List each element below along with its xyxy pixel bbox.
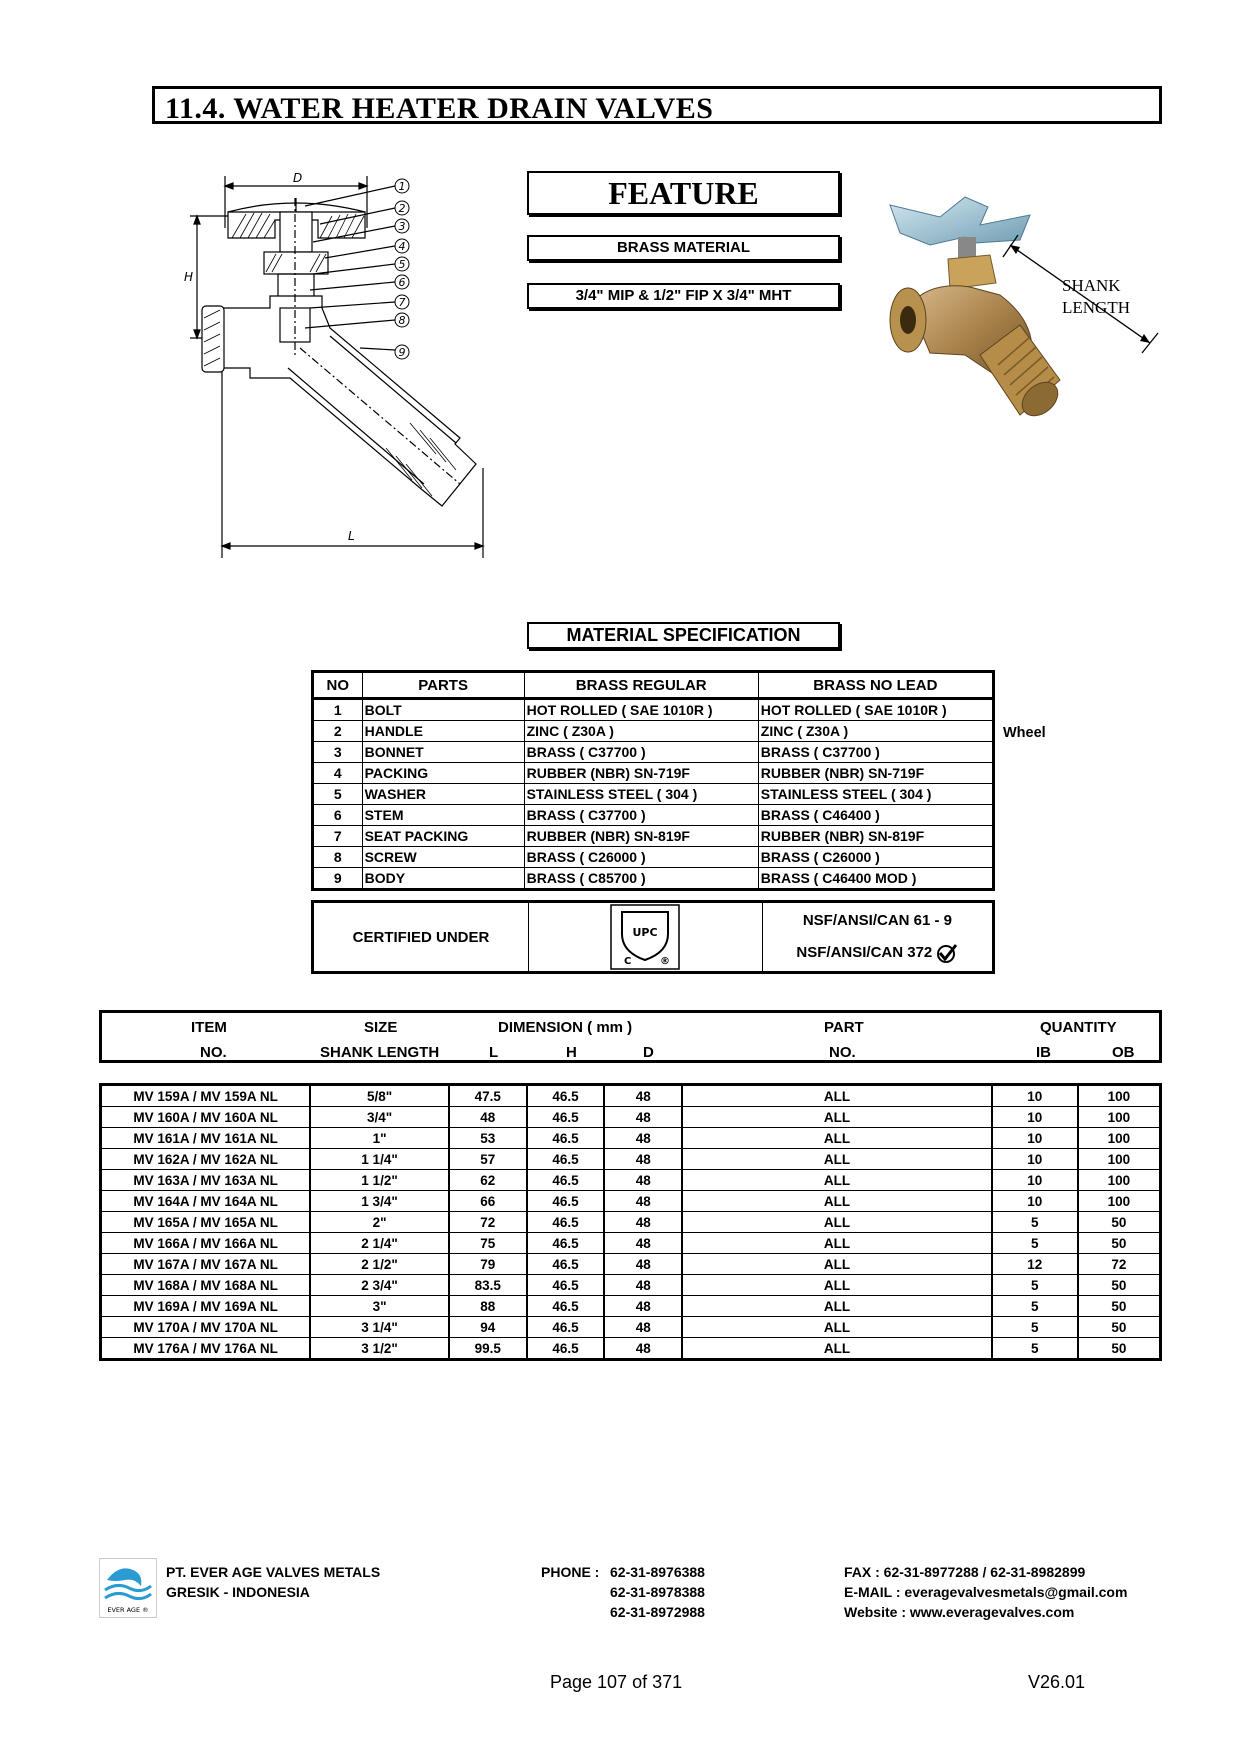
shank-length-cell: 1" — [310, 1128, 449, 1149]
dim-d-cell: 48 — [604, 1085, 682, 1107]
dim-l-cell: 47.5 — [449, 1085, 527, 1107]
material-side-note: Wheel — [1003, 725, 1046, 741]
material-spec-table — [311, 670, 995, 891]
hdr-item: ITEM — [191, 1019, 227, 1036]
brass-regular-cell: STAINLESS STEEL ( 304 ) — [524, 784, 758, 805]
qty-ib-cell: 5 — [992, 1317, 1078, 1338]
part-no-cell: ALL — [682, 1254, 992, 1275]
hdr-ib: IB — [1036, 1044, 1051, 1061]
dim-d-cell: 48 — [604, 1191, 682, 1212]
qty-ib-cell: 10 — [992, 1085, 1078, 1107]
dimension-table — [99, 1083, 1162, 1361]
shank-length-cell: 1 1/2" — [310, 1170, 449, 1191]
shank-length-cell: 3" — [310, 1296, 449, 1317]
brass-no-lead-cell: ZINC ( Z30A ) — [758, 721, 993, 742]
part-name-cell: WASHER — [362, 784, 524, 805]
drawing-callouts — [395, 179, 409, 359]
qty-ib-cell: 5 — [992, 1338, 1078, 1360]
hdr-size: SIZE — [364, 1019, 398, 1036]
shank-length-cell: 3 1/4" — [310, 1317, 449, 1338]
dim-d-cell: 48 — [604, 1212, 682, 1233]
dim-d-cell: 48 — [604, 1233, 682, 1254]
dimension-table-header — [99, 1010, 1162, 1063]
phone-2: 62-31-8978388 — [610, 1584, 705, 1600]
standard-nsf-61: NSF/ANSI/CAN 61 - 9 — [802, 912, 953, 929]
hdr-part-no: NO. — [829, 1044, 856, 1061]
qty-ob-cell: 50 — [1078, 1233, 1161, 1254]
part-no-cell: ALL — [682, 1296, 992, 1317]
website: Website : www.everagevalves.com — [844, 1604, 1075, 1620]
brass-regular-cell: HOT ROLLED ( SAE 1010R ) — [524, 699, 758, 721]
dim-h-cell: 46.5 — [527, 1191, 605, 1212]
logo-text: EVER AGE ® — [107, 1606, 149, 1614]
part-name-cell: STEM — [362, 805, 524, 826]
dim-h-cell: 46.5 — [527, 1254, 605, 1275]
callout-9: 9 — [398, 346, 406, 359]
part-no-cell: 7 — [313, 826, 363, 847]
qty-ob-cell: 100 — [1078, 1191, 1161, 1212]
dim-d-cell: 48 — [604, 1170, 682, 1191]
callout-7: 7 — [398, 296, 406, 309]
company-city: GRESIK - INDONESIA — [166, 1584, 310, 1600]
hdr-item-no: NO. — [200, 1044, 227, 1061]
qty-ib-cell: 10 — [992, 1128, 1078, 1149]
part-no-cell: ALL — [682, 1212, 992, 1233]
check-mark-icon — [936, 942, 958, 964]
brass-no-lead-cell: HOT ROLLED ( SAE 1010R ) — [758, 699, 993, 721]
part-name-cell: BOLT — [362, 699, 524, 721]
shank-label-line1: SHANK — [1062, 276, 1121, 295]
dim-label-h: H — [184, 270, 194, 284]
dim-d-cell: 48 — [604, 1296, 682, 1317]
upc-logo-cell — [529, 902, 763, 973]
item-no-cell: MV 160A / MV 160A NL — [101, 1107, 311, 1128]
part-no-cell: 5 — [313, 784, 363, 805]
certified-under-label: CERTIFIED UNDER — [313, 902, 529, 973]
part-name-cell: SEAT PACKING — [362, 826, 524, 847]
part-no-cell: 6 — [313, 805, 363, 826]
part-no-cell: ALL — [682, 1233, 992, 1254]
material-spec-row — [313, 699, 994, 721]
dim-h-cell: 46.5 — [527, 1107, 605, 1128]
qty-ib-cell: 10 — [992, 1107, 1078, 1128]
brass-no-lead-cell: BRASS ( C37700 ) — [758, 742, 993, 763]
part-no-cell: ALL — [682, 1085, 992, 1107]
standard-nsf-372: NSF/ANSI/CAN 372 — [796, 944, 933, 961]
valve-cross-section-drawing — [180, 168, 500, 560]
brass-regular-cell: BRASS ( C37700 ) — [524, 742, 758, 763]
shank-length-cell: 3 1/2" — [310, 1338, 449, 1360]
hdr-quantity: QUANTITY — [1040, 1019, 1117, 1036]
shank-length-cell: 2 1/2" — [310, 1254, 449, 1275]
feature-heading: FEATURE — [527, 171, 840, 215]
material-spec-heading: MATERIAL SPECIFICATION — [527, 622, 840, 649]
brass-regular-cell: BRASS ( C37700 ) — [524, 805, 758, 826]
item-no-cell: MV 167A / MV 167A NL — [101, 1254, 311, 1275]
dim-d-cell: 48 — [604, 1149, 682, 1170]
dim-h-cell: 46.5 — [527, 1275, 605, 1296]
dim-d-cell: 48 — [604, 1254, 682, 1275]
dim-l-cell: 99.5 — [449, 1338, 527, 1360]
brass-no-lead-cell: BRASS ( C46400 MOD ) — [758, 868, 993, 890]
dimension-row — [101, 1212, 1161, 1233]
qty-ob-cell: 100 — [1078, 1085, 1161, 1107]
dim-l-cell: 72 — [449, 1212, 527, 1233]
item-no-cell: MV 159A / MV 159A NL — [101, 1085, 311, 1107]
qty-ob-cell: 100 — [1078, 1170, 1161, 1191]
item-no-cell: MV 165A / MV 165A NL — [101, 1212, 311, 1233]
shank-length-cell: 3/4" — [310, 1107, 449, 1128]
callout-6: 6 — [398, 276, 406, 289]
dim-label-l: L — [348, 529, 355, 543]
dim-label-d: D — [293, 171, 303, 185]
callout-8: 8 — [398, 314, 406, 327]
col-header-brass-regular: BRASS REGULAR — [524, 672, 758, 699]
callout-2: 2 — [398, 202, 406, 215]
item-no-cell: MV 168A / MV 168A NL — [101, 1275, 311, 1296]
qty-ob-cell: 100 — [1078, 1128, 1161, 1149]
dimension-row — [101, 1254, 1161, 1275]
valve-product-photo — [870, 185, 1160, 470]
qty-ob-cell: 50 — [1078, 1275, 1161, 1296]
part-no-cell: 9 — [313, 868, 363, 890]
dimension-row — [101, 1317, 1161, 1338]
dim-d-cell: 48 — [604, 1275, 682, 1296]
callout-1: 1 — [398, 180, 406, 193]
brass-no-lead-cell: STAINLESS STEEL ( 304 ) — [758, 784, 993, 805]
brass-regular-cell: BRASS ( C85700 ) — [524, 868, 758, 890]
ever-age-logo — [99, 1558, 157, 1618]
brass-no-lead-cell: RUBBER (NBR) SN-719F — [758, 763, 993, 784]
company-name: PT. EVER AGE VALVES METALS — [166, 1564, 381, 1580]
dim-d-cell: 48 — [604, 1128, 682, 1149]
dim-l-cell: 75 — [449, 1233, 527, 1254]
dim-h-cell: 46.5 — [527, 1085, 605, 1107]
brass-regular-cell: ZINC ( Z30A ) — [524, 721, 758, 742]
brass-no-lead-cell: BRASS ( C46400 ) — [758, 805, 993, 826]
dim-l-cell: 48 — [449, 1107, 527, 1128]
part-no-cell: ALL — [682, 1107, 992, 1128]
part-no-cell: 4 — [313, 763, 363, 784]
dim-h-cell: 46.5 — [527, 1128, 605, 1149]
certification-standards — [762, 902, 993, 973]
brass-no-lead-cell: RUBBER (NBR) SN-819F — [758, 826, 993, 847]
upc-logo-r: ® — [660, 956, 671, 967]
dim-d-cell: 48 — [604, 1338, 682, 1360]
qty-ob-cell: 50 — [1078, 1317, 1161, 1338]
qty-ib-cell: 10 — [992, 1191, 1078, 1212]
material-spec-row — [313, 721, 994, 742]
standard-nsf-372-row — [764, 937, 991, 969]
dim-l-cell: 88 — [449, 1296, 527, 1317]
dimension-row — [101, 1170, 1161, 1191]
dimension-row — [101, 1128, 1161, 1149]
part-no-cell: 2 — [313, 721, 363, 742]
material-spec-row — [313, 868, 994, 890]
col-header-parts: PARTS — [362, 672, 524, 699]
item-no-cell: MV 170A / MV 170A NL — [101, 1317, 311, 1338]
dim-l-cell: 79 — [449, 1254, 527, 1275]
qty-ob-cell: 50 — [1078, 1338, 1161, 1360]
item-no-cell: MV 176A / MV 176A NL — [101, 1338, 311, 1360]
dim-h-cell: 46.5 — [527, 1170, 605, 1191]
phone-3: 62-31-8972988 — [610, 1604, 705, 1620]
brass-no-lead-cell: BRASS ( C26000 ) — [758, 847, 993, 868]
part-no-cell: ALL — [682, 1275, 992, 1296]
item-no-cell: MV 166A / MV 166A NL — [101, 1233, 311, 1254]
dim-l-cell: 57 — [449, 1149, 527, 1170]
qty-ob-cell: 50 — [1078, 1212, 1161, 1233]
brass-regular-cell: RUBBER (NBR) SN-719F — [524, 763, 758, 784]
part-no-cell: ALL — [682, 1149, 992, 1170]
part-name-cell: BONNET — [362, 742, 524, 763]
dim-l-cell: 66 — [449, 1191, 527, 1212]
qty-ib-cell: 5 — [992, 1212, 1078, 1233]
hdr-h: H — [566, 1044, 577, 1061]
dim-h-cell: 46.5 — [527, 1233, 605, 1254]
shank-length-cell: 2 3/4" — [310, 1275, 449, 1296]
material-spec-header-row — [313, 672, 994, 699]
dim-d-cell: 48 — [604, 1317, 682, 1338]
item-no-cell: MV 163A / MV 163A NL — [101, 1170, 311, 1191]
qty-ib-cell: 5 — [992, 1233, 1078, 1254]
part-name-cell: PACKING — [362, 763, 524, 784]
dimension-row — [101, 1338, 1161, 1360]
certification-table — [311, 900, 995, 974]
dim-l-cell: 94 — [449, 1317, 527, 1338]
dim-l-cell: 53 — [449, 1128, 527, 1149]
version: V26.01 — [1028, 1672, 1086, 1692]
qty-ob-cell: 50 — [1078, 1296, 1161, 1317]
dim-d-cell: 48 — [604, 1107, 682, 1128]
material-spec-row — [313, 763, 994, 784]
material-spec-row — [313, 784, 994, 805]
dim-h-cell: 46.5 — [527, 1212, 605, 1233]
hdr-d: D — [643, 1044, 654, 1061]
item-no-cell: MV 169A / MV 169A NL — [101, 1296, 311, 1317]
part-no-cell: 8 — [313, 847, 363, 868]
col-header-no: NO — [313, 672, 363, 699]
dimension-row — [101, 1085, 1161, 1107]
dim-h-cell: 46.5 — [527, 1296, 605, 1317]
fax: FAX : 62-31-8977288 / 62-31-8982899 — [844, 1564, 1086, 1580]
dim-h-cell: 46.5 — [527, 1149, 605, 1170]
material-spec-row — [313, 742, 994, 763]
hdr-ob: OB — [1112, 1044, 1135, 1061]
part-name-cell: BODY — [362, 868, 524, 890]
qty-ib-cell: 5 — [992, 1296, 1078, 1317]
brass-regular-cell: BRASS ( C26000 ) — [524, 847, 758, 868]
email: E-MAIL : everagevalvesmetals@gmail.com — [844, 1584, 1128, 1600]
callout-3: 3 — [398, 220, 406, 233]
material-spec-row — [313, 826, 994, 847]
hdr-part: PART — [824, 1019, 864, 1036]
phone-label: PHONE : — [541, 1564, 600, 1580]
material-spec-row — [313, 847, 994, 868]
brass-regular-cell: RUBBER (NBR) SN-819F — [524, 826, 758, 847]
upc-logo-text: UPC — [632, 926, 658, 939]
item-no-cell: MV 164A / MV 164A NL — [101, 1191, 311, 1212]
part-no-cell: ALL — [682, 1191, 992, 1212]
part-no-cell: ALL — [682, 1317, 992, 1338]
dimension-row — [101, 1107, 1161, 1128]
feature-brass-material: BRASS MATERIAL — [527, 235, 840, 261]
part-no-cell: 3 — [313, 742, 363, 763]
page-title: 11.4. WATER HEATER DRAIN VALVES — [165, 92, 714, 125]
callout-5: 5 — [398, 258, 406, 271]
shank-length-cell: 2" — [310, 1212, 449, 1233]
dimension-row — [101, 1191, 1161, 1212]
part-name-cell: SCREW — [362, 847, 524, 868]
upc-logo-icon — [610, 904, 680, 970]
shank-length-cell: 2 1/4" — [310, 1233, 449, 1254]
dim-l-cell: 83.5 — [449, 1275, 527, 1296]
callout-4: 4 — [398, 240, 406, 253]
dim-h-cell: 46.5 — [527, 1317, 605, 1338]
part-no-cell: 1 — [313, 699, 363, 721]
part-no-cell: ALL — [682, 1170, 992, 1191]
dim-h-cell: 46.5 — [527, 1338, 605, 1360]
dimension-row — [101, 1275, 1161, 1296]
hdr-dimension: DIMENSION ( mm ) — [498, 1019, 633, 1036]
qty-ob-cell: 100 — [1078, 1149, 1161, 1170]
shank-length-cell: 5/8" — [310, 1085, 449, 1107]
shank-length-cell: 1 1/4" — [310, 1149, 449, 1170]
qty-ib-cell: 10 — [992, 1149, 1078, 1170]
dimension-row — [101, 1296, 1161, 1317]
qty-ib-cell: 10 — [992, 1170, 1078, 1191]
item-no-cell: MV 162A / MV 162A NL — [101, 1149, 311, 1170]
hdr-l: L — [489, 1044, 499, 1061]
page-number: Page 107 of 371 — [550, 1672, 683, 1692]
material-spec-row — [313, 805, 994, 826]
col-header-brass-no-lead: BRASS NO LEAD — [758, 672, 993, 699]
upc-logo-c: C — [624, 956, 632, 967]
page-title-box — [152, 86, 1162, 124]
shank-length-cell: 1 3/4" — [310, 1191, 449, 1212]
qty-ib-cell: 5 — [992, 1275, 1078, 1296]
part-no-cell: ALL — [682, 1338, 992, 1360]
feature-connection-size: 3/4" MIP & 1/2" FIP X 3/4" MHT — [527, 283, 840, 309]
dimension-row — [101, 1233, 1161, 1254]
phone-1: 62-31-8976388 — [610, 1564, 705, 1580]
qty-ib-cell: 12 — [992, 1254, 1078, 1275]
item-no-cell: MV 161A / MV 161A NL — [101, 1128, 311, 1149]
qty-ob-cell: 100 — [1078, 1107, 1161, 1128]
part-name-cell: HANDLE — [362, 721, 524, 742]
hdr-shank-length: SHANK LENGTH — [320, 1044, 440, 1061]
qty-ob-cell: 72 — [1078, 1254, 1161, 1275]
dim-l-cell: 62 — [449, 1170, 527, 1191]
shank-label-line2: LENGTH — [1062, 298, 1130, 317]
part-no-cell: ALL — [682, 1128, 992, 1149]
dimension-row — [101, 1149, 1161, 1170]
